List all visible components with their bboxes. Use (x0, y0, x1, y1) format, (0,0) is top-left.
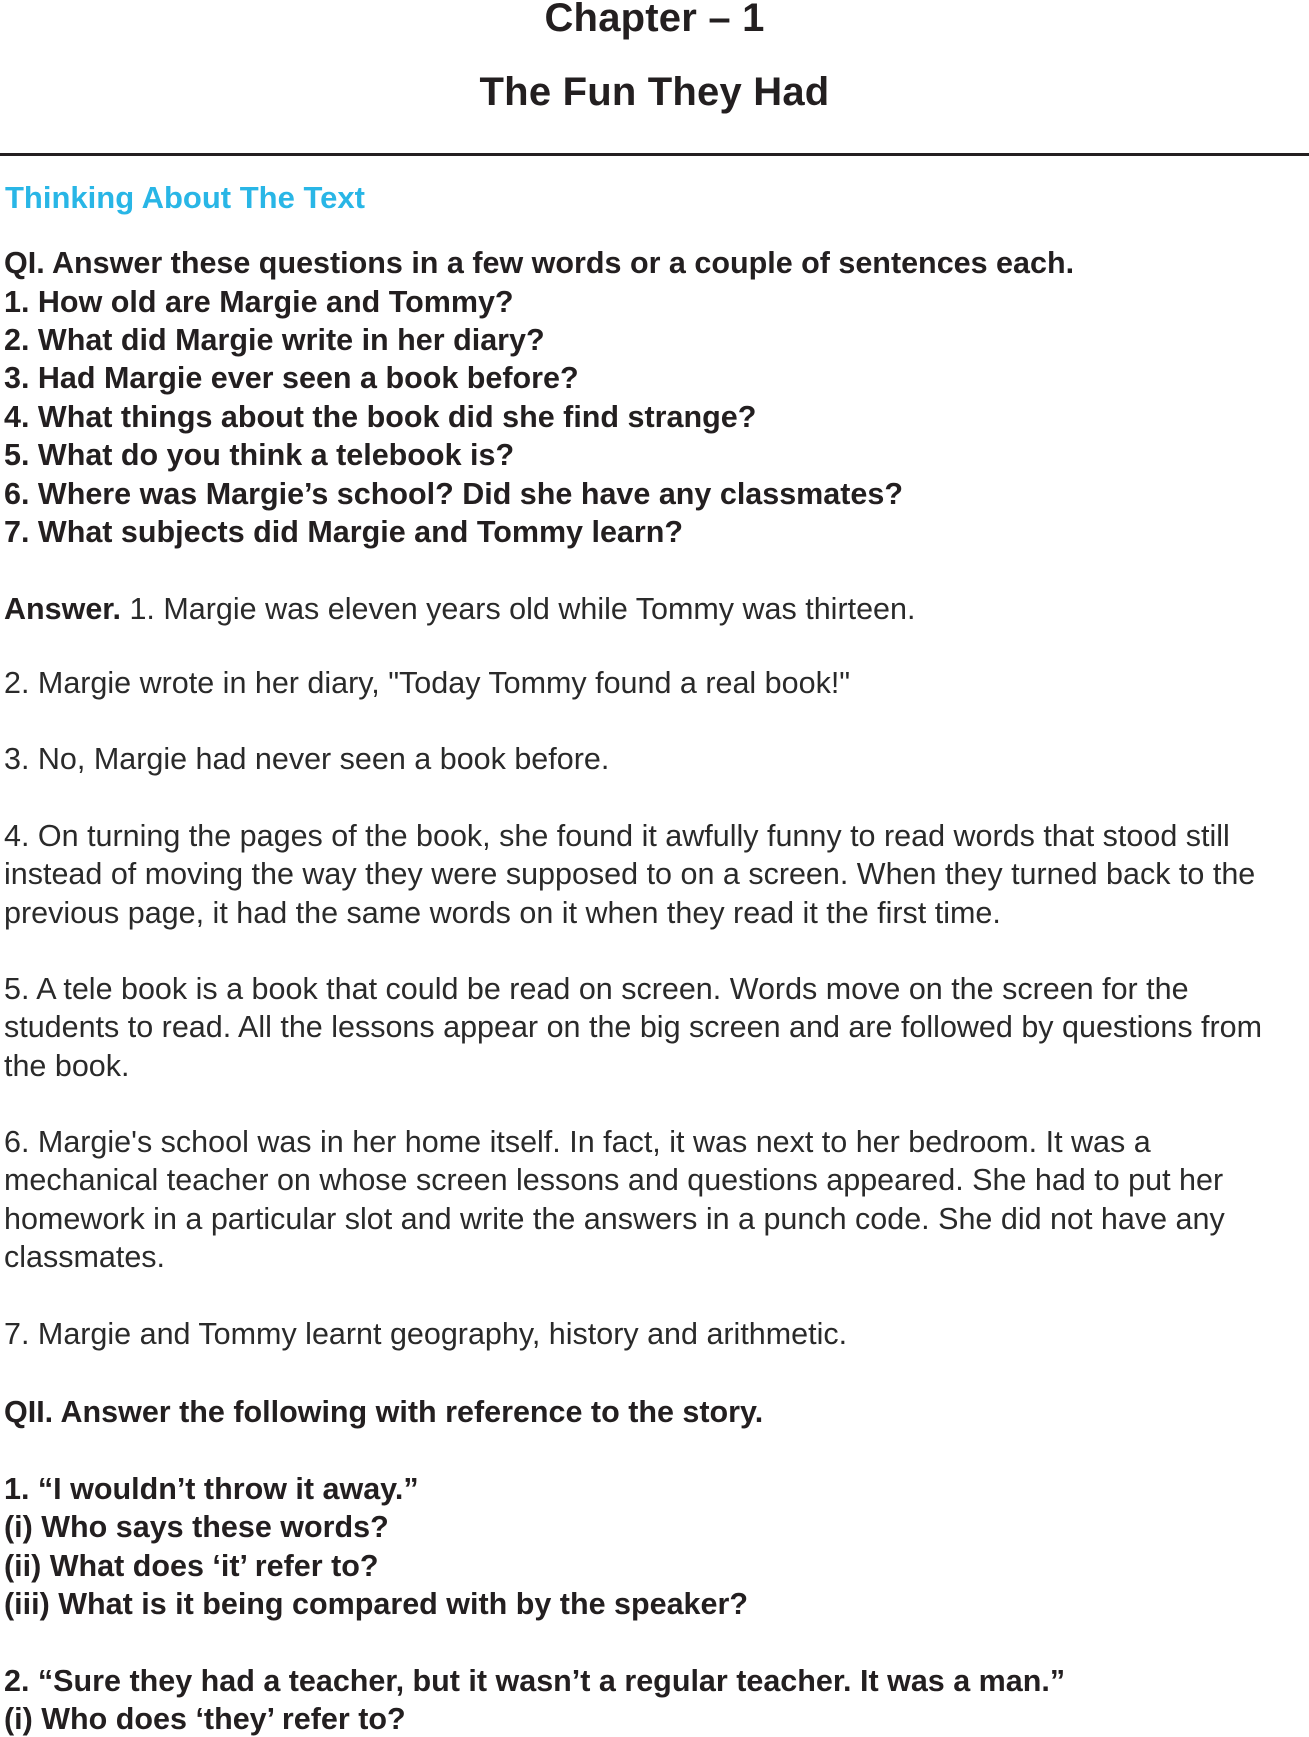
chapter-title: The Fun They Had (479, 70, 830, 114)
q1-question-2: 2. What did Margie write in her diary? (4, 323, 545, 357)
header-divider (0, 153, 1309, 156)
q1-question-1: 1. How old are Margie and Tommy? (4, 285, 514, 319)
q2-prompt: QII. Answer the following with reference to the story. (4, 1395, 764, 1429)
q2-item-1-quote: 1. “I wouldn’t throw it away.” (4, 1472, 419, 1506)
answer-7: 7. Margie and Tommy learnt geography, history and arithmetic. (4, 1317, 848, 1351)
answer-1-text: 1. Margie was eleven years old while Tommy was thirteen. (129, 592, 916, 626)
q1-prompt: QI. Answer these questions in a few words or a couple of sentences each. (4, 246, 1075, 280)
chapter-number: Chapter – 1 (544, 0, 765, 40)
q2-item-2-quote: 2. “Sure they had a teacher, but it wasn’t a regular teacher. It was a man.” (4, 1664, 1066, 1698)
q2-item-1-sub-2: (ii) What does ‘it’ refer to? (4, 1549, 379, 1583)
q2-item-2-sub-1: (i) Who does ‘they’ refer to? (4, 1702, 406, 1736)
q1-question-5: 5. What do you think a telebook is? (4, 438, 515, 472)
section-heading: Thinking About The Text (5, 180, 365, 215)
q1-question-6: 6. Where was Margie’s school? Did she have any classmates? (4, 477, 903, 511)
q2-item-1-sub-3: (iii) What is it being compared with by the speaker? (4, 1587, 748, 1621)
answer-4: 4. On turning the pages of the book, she found it awfully funny to read words that stood still instead of moving the way they were supposed to on a screen. When they turned back to the previous page, it had the same words on it when they read it the first time. (4, 819, 1256, 930)
q1-question-7: 7. What subjects did Margie and Tommy learn? (4, 515, 684, 549)
answer-5: 5. A tele book is a book that could be read on screen. Words move on the screen for the students to read. All the lessons appear on the big screen and are followed by questions from the book. (4, 972, 1263, 1083)
answer-1 (4, 594, 915, 625)
answer-label: Answer. (4, 592, 121, 626)
q2-item-1-sub-1: (i) Who says these words? (4, 1510, 389, 1544)
answer-2: 2. Margie wrote in her diary, "Today Tommy found a real book!" (4, 666, 851, 700)
answer-3: 3. No, Margie had never seen a book before. (4, 742, 610, 776)
q1-question-4: 4. What things about the book did she find strange? (4, 400, 757, 434)
q1-question-3: 3. Had Margie ever seen a book before? (4, 361, 579, 395)
answer-6: 6. Margie's school was in her home itself. In fact, it was next to her bedroom. It was a mechanical teacher on whose screen lessons and questions appeared. She had to put her homework in a particular slot and write the answers in a punch code. She did not have any classmates. (4, 1125, 1225, 1274)
